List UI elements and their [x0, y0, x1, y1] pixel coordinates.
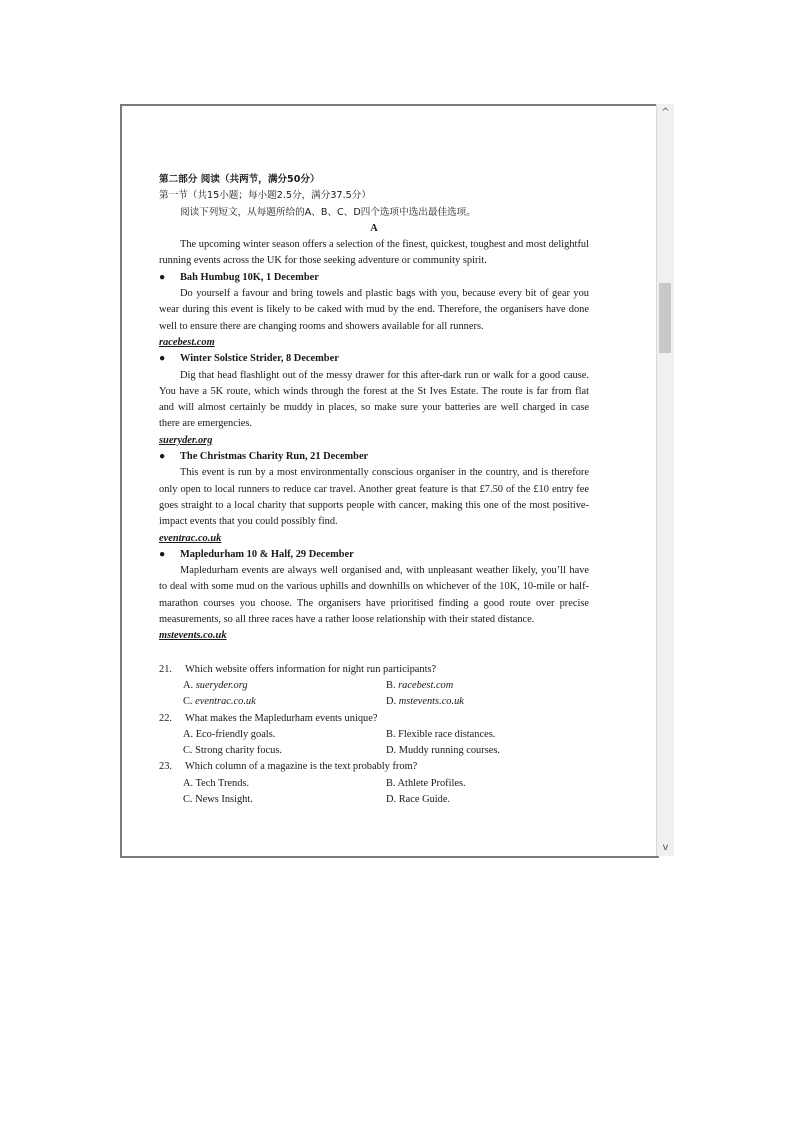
question-number: 21.	[159, 663, 172, 675]
option-b[interactable]: B. racebest.com	[386, 679, 454, 691]
option-c[interactable]: C. Strong charity focus.	[183, 745, 282, 757]
event-link[interactable]: sueryder.org	[159, 434, 213, 446]
question-21	[159, 662, 589, 711]
part-title: 第二部分 阅读（共两节，满分50分）	[159, 174, 320, 185]
option-d[interactable]: D. Muddy running courses.	[386, 745, 500, 757]
option-a[interactable]: A. Tech Trends.	[183, 777, 250, 789]
passage-label: A	[370, 222, 378, 234]
event-link[interactable]: mstevents.co.uk	[159, 630, 227, 642]
option-b[interactable]: B. Flexible race distances.	[386, 728, 496, 740]
event-link[interactable]: eventrac.co.uk	[159, 532, 222, 544]
question-number: 23.	[159, 761, 172, 773]
question-text: Which column of a magazine is the text probably from?	[185, 761, 418, 773]
question-text: What makes the Mapledurham events unique?	[185, 712, 378, 724]
bullet-icon: ●	[159, 353, 166, 365]
event-title: The Christmas Charity Run, 21 December	[180, 451, 369, 463]
document-content	[159, 172, 589, 808]
option-c[interactable]: C. eventrac.co.uk	[183, 696, 256, 708]
passage-intro: The upcoming winter season offers a selection of the finest, quickest, toughest and most delightful running events across the UK for those seeking adventure or community spirit.	[159, 239, 589, 267]
option-a[interactable]: A. Eco-friendly goals.	[183, 728, 276, 740]
event-body: Mapledurham events are always well organised and, with unpleasant weather likely, you’ll have to deal with some mud on the various uphills and downhills on whichever of the 10K, 10-mile or half-marathon courses you choose. The organisers have prioritised finding a good route over precise measurements, so all three races have a rather loose relationship with their stated distance.	[159, 565, 589, 626]
event-body: Do yourself a favour and bring towels and plastic bags with you, because every bit of gear you wear during this event is likely to be caked with mud by the end. Therefore, the organisers have done well to ensure there are changing rooms and showers available for all runners.	[159, 288, 589, 332]
bullet-icon: ●	[159, 451, 166, 463]
option-c[interactable]: C. News Insight.	[183, 793, 253, 805]
option-a[interactable]: A. sueryder.org	[183, 679, 248, 691]
option-d[interactable]: D. Race Guide.	[386, 793, 451, 805]
option-b[interactable]: B. Athlete Profiles.	[386, 777, 466, 789]
question-22	[159, 711, 589, 760]
scroll-down-icon[interactable]: v	[662, 842, 669, 853]
event-block	[159, 270, 589, 351]
question-number: 22.	[159, 712, 172, 724]
event-link[interactable]: racebest.com	[159, 336, 215, 348]
scroll-up-icon[interactable]: ^	[661, 107, 670, 118]
event-block	[159, 351, 589, 449]
event-body: Dig that head flashlight out of the messy drawer for this after-dark run or walk for a good cause. You have a 5K route, which winds through the forest at the St Ives Estate. The route is far from flat and will almost certainly be muddy in places, so make sure your batteries are well charged in case there are emergencies.	[159, 369, 589, 430]
event-title: Winter Solstice Strider, 8 December	[180, 353, 339, 365]
event-body: This event is run by a most environmentally conscious organiser in the country, and is therefore only open to local runners to reduce car travel. Another great feature is that £7.50 of the £10 entry fee goes straight to a local charity that supports people with cancer, making this one of the most positive-impact events that you could possibly find.	[159, 467, 589, 528]
event-block	[159, 449, 589, 547]
event-title: Bah Humbug 10K, 1 December	[180, 271, 319, 283]
question-23	[159, 759, 589, 808]
document-viewer	[120, 104, 659, 858]
bullet-icon: ●	[159, 271, 166, 283]
option-d[interactable]: D. mstevents.co.uk	[386, 696, 464, 708]
event-block	[159, 547, 589, 645]
question-text: Which website offers information for night run participants?	[185, 663, 437, 675]
bullet-icon: ●	[159, 548, 166, 560]
section-title: 第一节（共15小题；每小题2.5分，满分37.5分）	[159, 190, 371, 202]
scrollbar-thumb[interactable]	[659, 283, 671, 353]
instruction: 阅读下列短文，从每题所给的A、B、C、D四个选项中选出最佳选项。	[180, 206, 476, 218]
vertical-scrollbar[interactable]	[656, 104, 674, 856]
event-title: Mapledurham 10 & Half, 29 December	[180, 548, 354, 560]
